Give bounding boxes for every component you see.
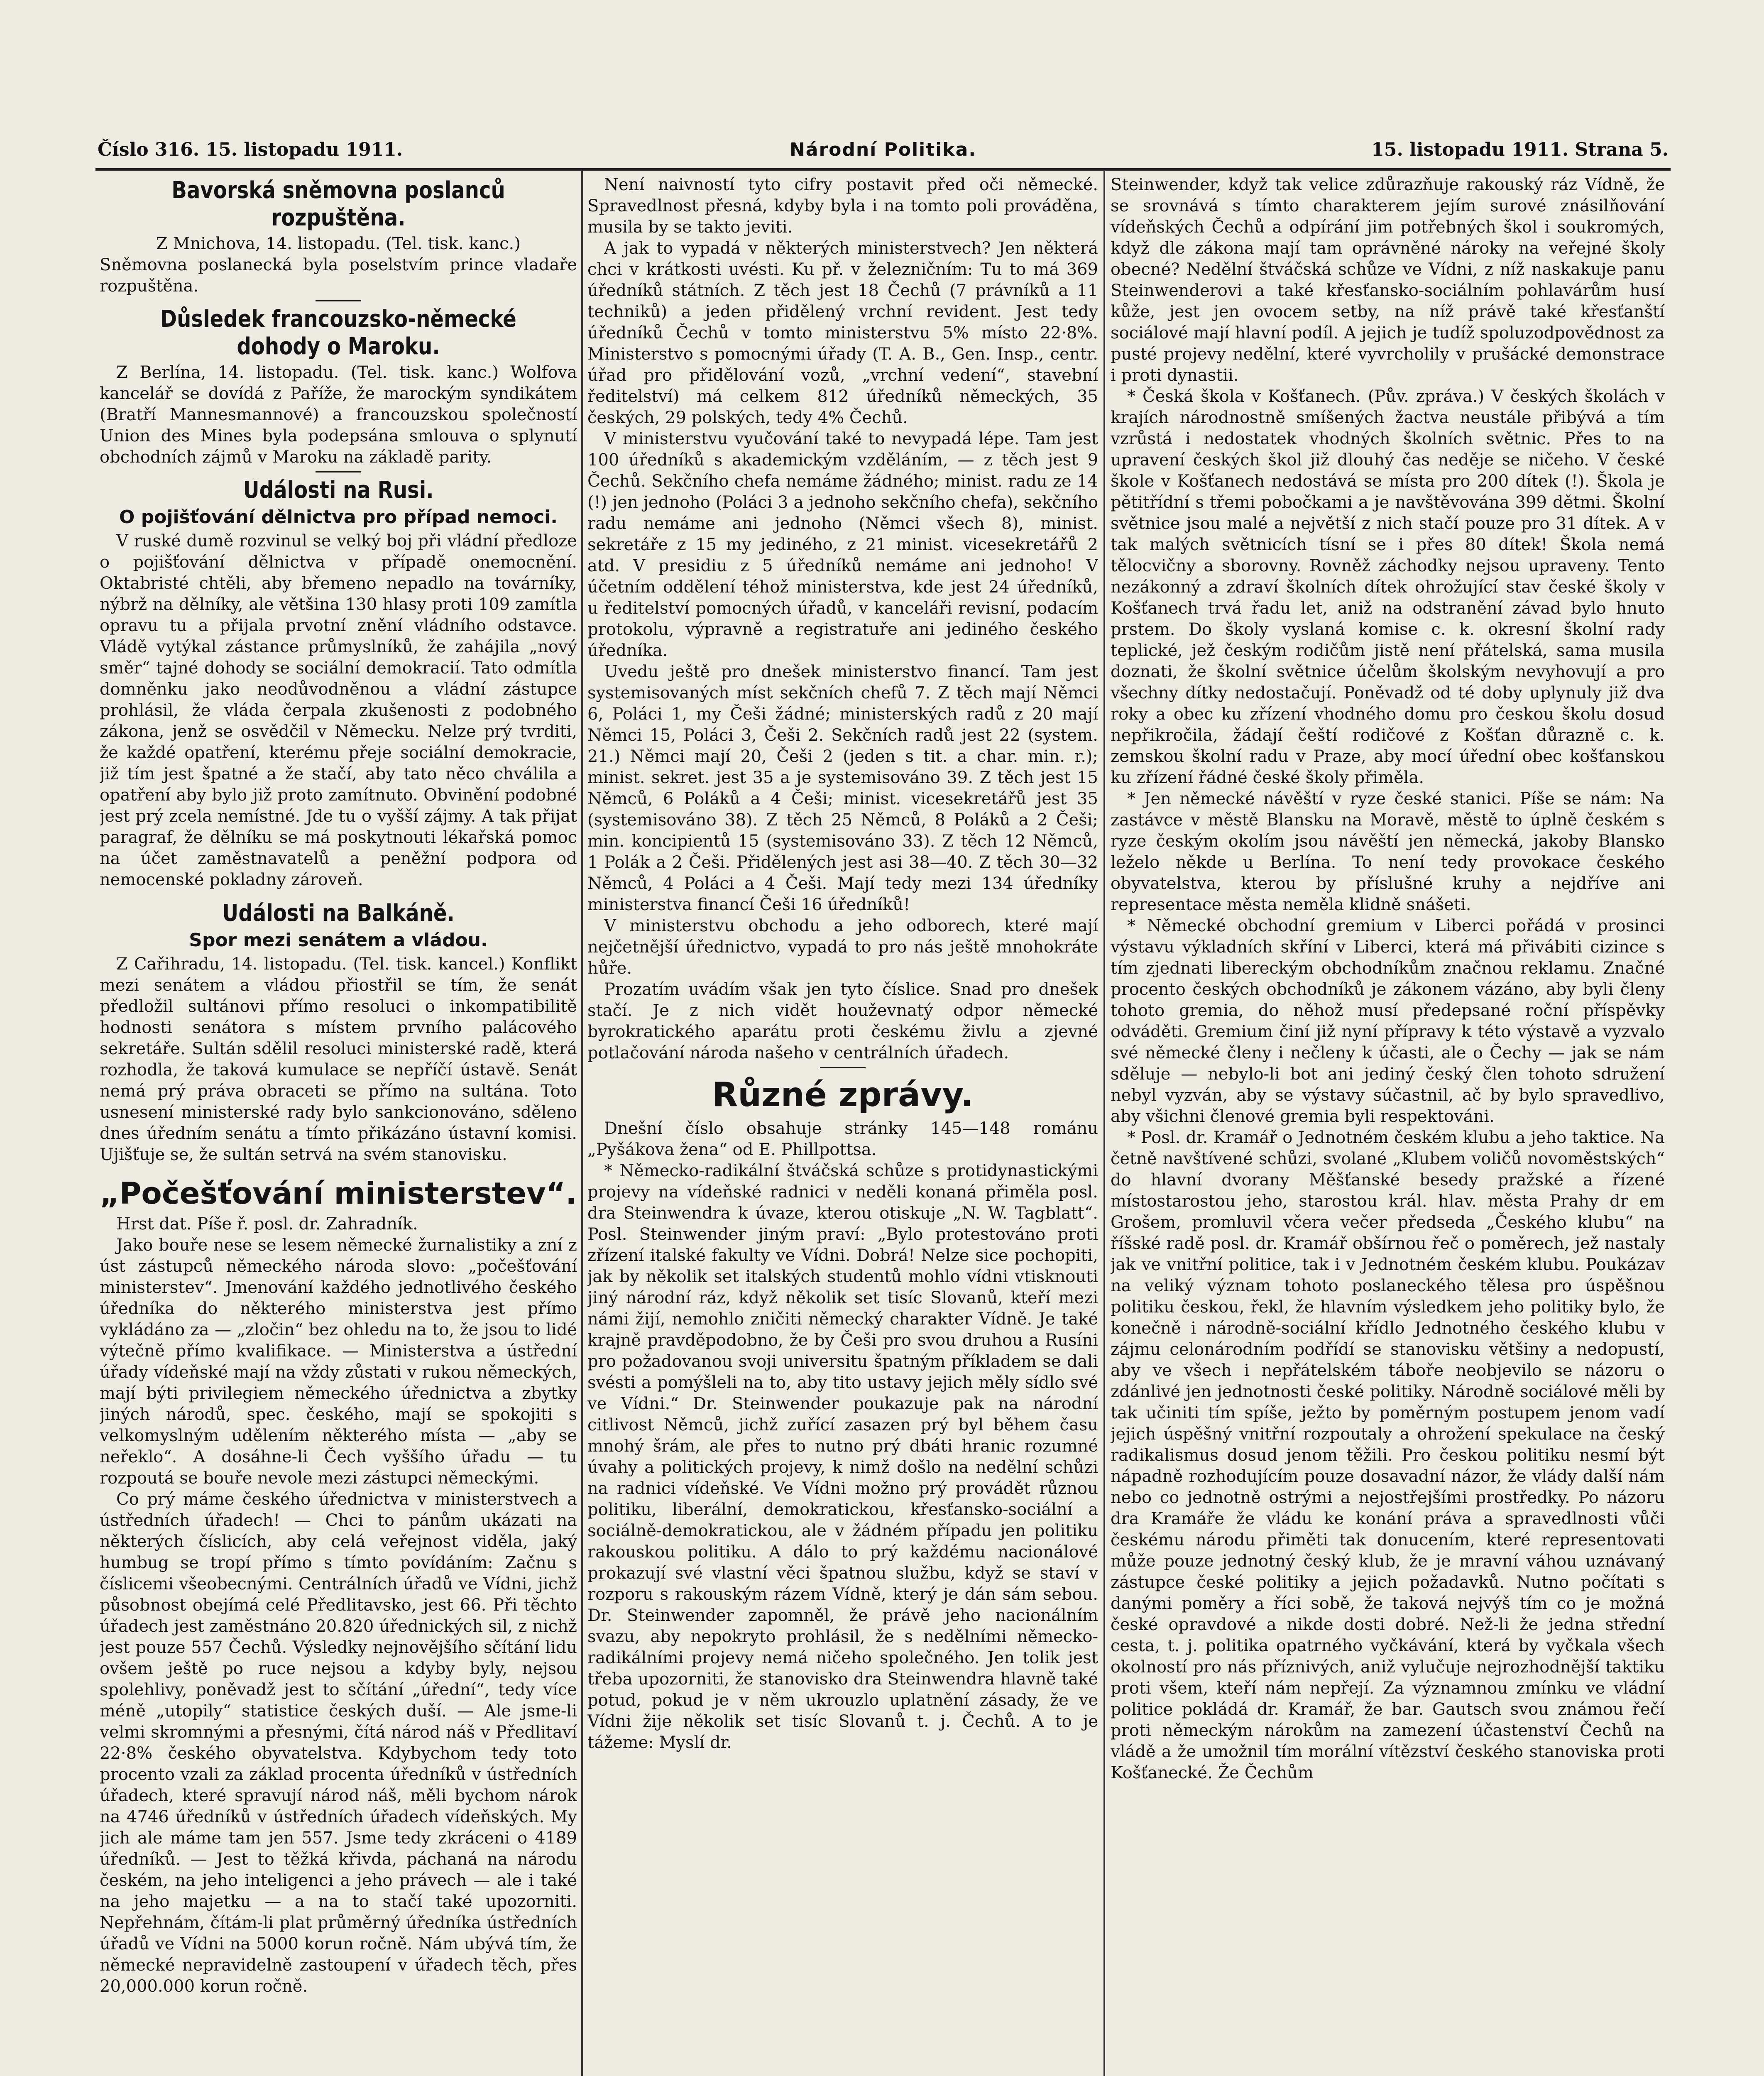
article-text: Co prý máme českého úřednictva v ministerstvech a ústředních úřadech! — Chci to pánům ukázati na některých číslicích, aby celá veřejnost viděla, jaký humbug se tropí přímo s tímto povídáním: Začnu s číslicemi všeobecnými. Centrálních úřadů ve Vídni, jichž působnost obejímá celé Předlitavsko, jest 66. Při těchto úřadech jest zaměstnáno 20.820 úřednických sil, z nichž jest pouze 557 Čechů. Výsledky nejnovějšího sčítání lidu ovšem ještě po ruce nejsou a kdyby byly, nejsou spolehlivy, poněvadž jest to sčítání „úřední“, tedy více méně „utopily“ statistice českých duší. — Ale jsme-li velmi skromnými a přesnými, čítá národ náš v Předlitaví 22·8% českého obyvatelstva. Kdybychom tedy toto procento vzali za základ procenta úředníků v ústředních úřadech, které spravují národ náš, měli bychom nárok na 4746 úředníků v ústředních úřadech vídeňských. My jich ale máme tam jen 557. Jsme tedy zkráceni o 4189 úředníků. — Jest to těžká křivda, páchaná na národu českém, na jeho inteligenci a jeho právech — ale i také na jeho majetku — a na to stačí také upozorniti. Nepřehnám, čítám-li plat průměrný úředníka ústředních úřadů ve Vídni na 5000 korun ročně. Nám ubývá tím, že německé nepravidelně zastoupení v úřadech těch, přes 20,000.000 korun ročně.	[100, 1490, 577, 1996]
page-header	[98, 139, 1669, 168]
article-text: Sněmovna poslanecká byla poselstvím prince vladaře rozpuštěna.	[100, 255, 577, 296]
article-text: A jak to vypadá v některých ministerstvech? Jen některá chci v krátkosti uvésti. Ku př. v železničním: Tu to má 369 úředníků státních. Z těch jest 18 Čechů (7 právníků a 11 techniků) a jeden přidělený vrchní revident. Jest tedy úředníků Čechů v tomto ministerstvu 5% místo 22·8%. Ministerstvo s pomocnými úřady (T. A. B., Gen. Insp., centr. úřad pro přidělování vozů, „vrchní vedení“, stavební ředitelství) má celkem 812 úředníků německých, 35 českých, 29 polských, tedy 4% Čechů.	[587, 239, 1098, 427]
article-heading: Události na Rusi.	[243, 477, 434, 504]
article-heading: Bavorská sněmovna poslanců rozpuštěna.	[171, 177, 505, 231]
article-text: Uvedu ještě pro dnešek ministerstvo financí. Tam jest systemisovaných míst sekčních chefů 7. Z těch mají Němci 6, Poláci 1, my Češi žádné; ministerských radů z 20 mají Němci 15, Poláci 3, Češi 2. Sekčních radů jest 22 (system. 21.) Němci mají 20, Češi 2 (jeden s tit. a char. min. r.); minist. sekret. jest 35 a je systemisováno 39. Z těch jest 15 Němců, 6 Poláků a 4 Češi; minist. vicesekretářů jest 35 (systemisováno 38). Z těch 25 Němců, 8 Poláků a 2 Češi; min. koncipientů 15 (systemisováno 33). Z těch 12 Němců, 1 Polák a 2 Češi. Přidělených jest asi 38—40. Z těch 30—32 Němců, 4 Poláci a 4 Češi. Mají tedy mezi 134 úředníky ministerstva financí Češi 16 úředníků!	[587, 662, 1098, 914]
divider	[316, 300, 361, 301]
article-text: Z Cařihradu, 14. listopadu. (Tel. tisk. kancel.) Konflikt mezi senátem a vládou přiostřil se tím, že senát předložil sultánovi přímo resoluci o inkompatibilitě hodnosti senátora s místem prvního palácového sekretáře. Sultán sdělil resoluci ministerské radě, která rozhodla, že taková kumulace se nepříčí ústavě. Senát nemá prý práva obraceti se přímo na sultána. Toto usnesení ministerské rady bylo sankcionováno, sděleno dnes úředním senátu a tímto přikázáno ústavní komisi. Ujišťuje se, že sultán setrvá na svém stanovisku.	[100, 955, 577, 1164]
column-2	[587, 174, 1098, 2076]
article-subheading: Spor mezi senátem a vládou.	[189, 930, 488, 951]
article-text: Není naivností tyto cifry postavit před oči německé. Spravedlnost přesná, kdyby byla i na tomto poli prováděna, musila by se takto jeviti.	[587, 175, 1098, 237]
article-text: * Česká škola v Košťanech. (Pův. zpráva.) V českých školách v krajích národnostně smíšených žactva neustále přibývá a tím vzrůstá i nedostatek vhodných školních světnic. Přes to na upravení českých škol již dlouhý čas neděje se ničeho. V české škole v Košťanech nedostává se místa pro 200 dítek (!). Škola je pětitřídní s třemi pobočkami a je navštěvována 399 dětmi. Školní světnice jsou malé a největší z nich stačí pouze pro 31 dítek. A v tak malých světnicích tísní se i přes 80 dítek! Škola nemá tělocvičny a sborovny. Rovněž záchodky nejsou upraveny. Tento nezákonný a zdraví školních dítek ohrožující stav české školy v Košťanech trvá řadu let, aniž na odstranění závad bylo hnuto prstem. Do školy vyslaná komise c. k. okresní školní rady teplické, jež českým rodičům jistě není přátelská, sama musila doznati, že školní světnice účelům školským nevyhovují a pro všechny dítky nedostačují. Poněvadž od té doby uplynuly již dva roky a obec ku zřízení vhodného domu pro českou školu dosud nepřikročila, žádají čeští rodičové z Košťan důrazně c. k. zemskou školní radu v Praze, aby mocí úřední obec košťanskou ku zřízení řádné české školy přiměla.	[1111, 387, 1665, 787]
article-heading: „Počešťování ministerstev“.	[100, 1176, 577, 1211]
dateline: Z Mnichova, 14. listopadu. (Tel. tisk. kanc.)	[156, 234, 521, 253]
article-text: * Posl. dr. Kramář o Jednotném českém klubu a jeho taktice. Na četně navštívené schůzi, svolané „Klubem voličů novoměstských“ do hlavní dvorany Měšťanské besedy pražské a řízené místostarostou jeho, starostou král. hlav. města Prahy dr em Grošem, promluvil včera večer předseda „Českého klubu“ na říšské radě posl. dr. Kramář obšírnou řeč o poměrech, jež nastaly jak ve vnitřní politice, tak i v Jednotném českém klubu. Poukázav na veliký význam tohoto poslaneckého tělesa pro úspěšnou politiku českou, řekl, že hlavním výsledkem jeho politiky bylo, že konečně i národně-sociální křídlo Jednotného českého klubu v zájmu celonárodním podřídí se stanovisku většiny a nedopustí, aby ve všech i nepřátelském táboře neobjevilo se názoru o zdánlivé jen jednotnosti české politiky. Národně sociálové měli by tak učiniti tím spíše, ježto by poměrným postupem jenom vadí jejich úspěšný vnitřní rozpoutaly a ohrožení spekulace na český radikalismus dosud jenom těžili. Pro českou politiku nesmí být nápadně rozhodujícím pouze dosavadní názor, že vlády další nám nebo co jednotně ostrými a nejostřejšími prostředky. Po názoru dra Kramáře že vládu ke konání práva a spravedlnosti vůči českému národu přiměti tak donucením, které representovati může pouze jednotný český klub, že je mravní váhou uznávaný zástupce české politiky a jejich požadavků. Nutno počítati s danými poměry a říci sobě, že taková nejvýš tím co je možná české opravdové a nikde dosti dobré. Než-li že jedna střední cesta, t. j. politika opatrného vyčkávání, která by vyčkala všech okolností pro nás příznivých, aniž vylučuje nejrozhodnější taktiku proti všem, kteří nám nepřejí. Za významnou zmínku ve vládní politice pokládá dr. Kramář, že bar. Gautsch svou známou řečí proti německým nárokům na zamezení účastenství Čechů na vládě a že umožnil tím morální vítězství českého stanoviska proti Košťanecké. Že Čechům	[1111, 1128, 1665, 1782]
article-text: Steinwender, když tak velice zdůrazňuje rakouský ráz Vídně, že se srovnává s tímto charakterem jejím surové znásilňování vídeňských Čechů a odpírání jim potřebných škol i soukromých, když dle zákona mají tam oprávněné nároky na veřejné školy obecné? Nedělní štváčská schůze ve Vídni, z níž naskakuje panu Steinwenderovi a také křesťansko-sociálním pohlavárům husí kůže, jest jen ovocem setby, na níž právě také křesťanští sociálové mají hlavní podíl. A jejich je tudíž spoluzodpovědnost za pusté projevy nedělní, které vyvrcholily v prušácké demonstrace i proti dynastii.	[1111, 175, 1665, 385]
article-text: Prozatím uvádím však jen tyto číslice. Snad pro dnešek stačí. Je z nich vidět houževnatý odpor německé byrokratického aparátu proti českému živlu a zjevné potlačování národa našeho v centrálních úřadech.	[587, 980, 1098, 1062]
page-number: 15. listopadu 1911. Strana 5.	[1371, 139, 1669, 160]
section-heading: Různé zprávy.	[712, 1075, 974, 1114]
article-text: * Německé obchodní gremium v Liberci pořádá v prosinci výstavu výkladních skříní v Liberci, která má přivábiti cizince s tím zjednati libereckým obchodníkům značnou reklamu. Značné procento českých obchodníků je zákonem vázáno, aby byli členy tohoto gremia, do něhož musí předepsané roční příspěvky odváděti. Gremium činí již nyní přípravy k této výstavě a vyzvalo své německé členy i nečleny k účasti, ale o Čechy — jak se nám sděluje — nebylo-li bot ani jediný český člen tohoto sdružení nebyl vyzván, aby se výstavy súčastnil, ač by bylo spravedlivo, aby všichni členové gremia byli respektováni.	[1111, 916, 1665, 1126]
column-divider	[581, 170, 583, 2076]
article-text: V ministerstvu obchodu a jeho odborech, které mají nejčetnější úřednictvo, vypadá to pro nás ještě mnohokráte hůře.	[587, 916, 1098, 978]
column-3	[1111, 174, 1665, 2076]
article-text: V ruské dumě rozvinul se velký boj při vládní předloze o pojišťování dělnictva v případě onemocnění. Oktabristé chtěli, aby břemeno nepadlo na továrníky, nýbrž na dělníky, ale většina 130 hlasy proti 109 zamítla opravu tu a přijala prvotní znění vládního odstavce. Vládě vytýkal zástance průmyslníků, že zahájila „nový směr“ tajné dohody se sociální demokracií. Tato odmítla domněnku jako neodůvodněnou a vládní zástupce prohlásil, že vláda čerpala zkušenosti z podobného zákona, jenž se osvědčil v Německu. Nelze prý tvrditi, že každé opatření, kterému přeje sociální demokracie, již tím jest špatné a že stačí, aby tato něco chválila a opatření aby bylo již proto zamítnuto. Obvinění podobné jest prý zcela nemístné. Jde tu o vyšší zájmy. A tak přijat paragraf, že dělníku se má poskytnouti lékařská pomoc na účet zaměstnavatelů a peněžní podpora od nemocenské pokladny zároveň.	[100, 531, 577, 889]
article-heading: Důsledek francouzsko-německé dohody o Maroku.	[160, 306, 516, 360]
masthead: Národní Politika.	[789, 139, 977, 160]
header-rule	[95, 168, 1671, 171]
article-text: * Německo-radikální štváčská schůze s protidynastickými projevy na vídeňské radnici v neděli konaná přiměla posl. dra Steinwendra k úvaze, kterou otiskuje „N. W. Tagblatt“. Posl. Steinwender jiným praví: „Bylo protestováno proti zřízení italské fakulty ve Vídni. Dobrá! Nelze sice pochopiti, jak by několik set italských studentů mohlo vídni vtisknouti jiný národní ráz, když několik set tisíc Slovanů, kteří mezi námi žijí, nemohlo zničiti německý charakter Vídně. Je také krajně pravděpodobno, že by Češi pro svou druhou a Rusíni pro požadovanou svoji universitu špatným příkladem se dali svésti a pomýšleli na to, aby tito ustavy jejich měly sídlo své ve Vídni.“ Dr. Steinwender poukazuje pak na národní citlivost Němců, jichž zuřící zasazen prý byl během času mnohý šrám, ale přes to nutno prý dbáti hranic rozumné úvahy a politických projevy, k nimž došlo na nedělní schůzi na radnici vídeňské. Ve Vídni možno prý provádět různou politiku, liberální, demokratickou, křesťansko-sociální a sociálně-demokratickou, ale v žádném případu jen politiku rakouskou politiku. A dálo to prý každému nacionálové prokazují své vlastní věci špatnou službu, když se staví v rozporu s rakouským rázem Vídně, který je dán sám sebou. Dr. Steinwender zapomněl, že právě jeho nacionálním svazu, aby nepokryto prohlásil, že s nedělními německo-radikálními projevy nemá ničeho společného. Jen tolik jest třeba upozorniti, že stanovisko dra Steinwendra hlavně také potud, pokud je v něm ukrouzlo uplatnění zásady, že ve Vídni žije několik set tisíc Slovanů t. j. Čechů. A to je tážeme: Myslí dr.	[587, 1161, 1098, 1752]
divider	[820, 1067, 866, 1068]
column-1	[100, 174, 577, 2076]
article-heading: Události na Balkáně.	[222, 900, 455, 927]
article-text: V ministerstvu vyučování také to nevypadá lépe. Tam jest 100 úředníků s akademickým vzděláním, — z těch jest 9 Čechů. Sekčního chefa nemáme žádného; minist. radu ze 14 (!) jen jednoho (Poláci 3 a jednoho sekčního chefa), sekčního radu nemáme ani jednoho (Němci všech 8), minist. sekretáře z 15 my jediného, z 21 minist. vicesekretářů 2 atd. V presidiu z 5 úředníků nemáme ani jednoho! V účetním oddělení téhož ministerstva, kde jest 24 úředníků, u ředitelství pomocných úřadů, v kanceláři revisní, podacím protokolu, výpravně a registratuře ani jediného českého úředníka.	[587, 429, 1098, 660]
issue-number: Číslo 316. 15. listopadu 1911.	[98, 139, 403, 160]
article-text: Jako bouře nese se lesem německé žurnalistiky a zní z úst zástupců německého národa slovo: „počešťování ministerstev“. Jmenování každého jednotlivého českého úředníka do některého ministerstva jest přímo vykládáno za — „zločin“ bez ohledu na to, že jsou to lidé výtečně přímo kvalifikace. — Ministerstva a ústřední úřady vídeňské mají na vždy zůstati v rukou německých, mají býti privilegiem německého úřednictva a zbytky jiných národů, spec. českého, mají se spokojiti s velkomyslným udělením některého místa — „aby se neřeklo“. A dosáhne-li Čech vyššího úřadu — tu rozpoutá se bouře nevole mezi zástupci německými.	[100, 1236, 577, 1488]
article-text: Z Berlína, 14. listopadu. (Tel. tisk. kanc.) Wolfova kancelář se dovídá z Paříže, že marockým syndikátem (Bratří Mannesmannové) a francouzskou společností Union des Mines byla podepsána smlouva o splynutí obchodních zájmů v Maroku na základě parity.	[100, 363, 577, 467]
article-subheading: O pojišťování dělnictva pro případ nemoci.	[119, 507, 558, 528]
byline: Hrst dat. Píše ř. posl. dr. Zahradník.	[116, 1214, 418, 1234]
column-divider	[1103, 170, 1105, 2076]
article-text: Dnešní číslo obsahuje stránky 145—148 románu „Pyšákova žena“ od E. Phillpottsa.	[587, 1119, 1098, 1159]
article-text: * Jen německé návěští v ryze české stanici. Píše se nám: Na zastávce v městě Blansku na Moravě, městě to úplně českém s ryze českým okolím jsou návěští jen německá, jakoby Blansko leželo někde u Berlína. To není tedy provokace českého obyvatelstva, kterou by příslušné kruhy a nejdříve ani representace města neměla klidně snášeti.	[1111, 789, 1665, 914]
divider	[316, 471, 361, 472]
